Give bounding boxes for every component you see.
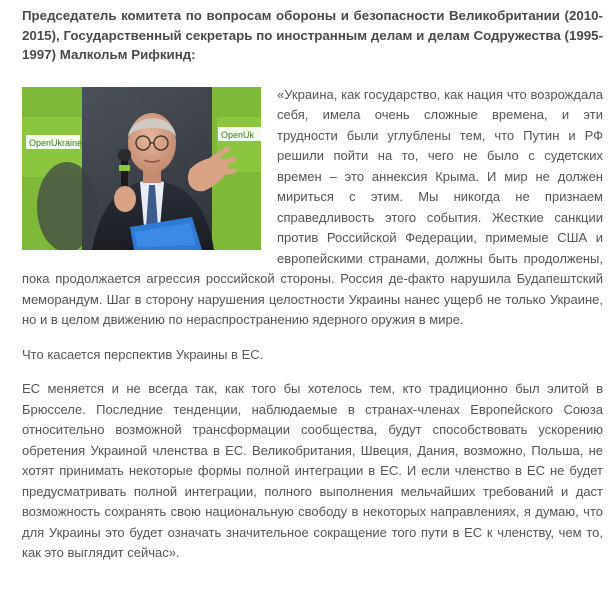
speaker-heading: Председатель комитета по вопросам обороны и безопасности Великобритании (2010-2015), Государственный секретарь по иностранным делам и делам Содружества (1995-1997) Малкольм Рифкинд: — [22, 8, 603, 62]
banner-text-left: OpenUkraine — [29, 137, 83, 148]
speaker-photo — [22, 87, 261, 250]
banner-text-right: OpenUk — [221, 129, 255, 140]
quote-paragraph-1: «Украина, как государство, как нация что возрождала себя, имела очень сложные времена, и эти трудности были углублены тем, что Путин и РФ решили пойти на то, чего не было с судетских времен – это аннексия Крыма. И мир не должен мириться с этим. Мы никогда не признаем справедливость этого события. Жесткие санкции против Российской Федерации, примемые США и европейскими странами, должны быть продолжены, пока продолжается агрессия российской стороны. Россия де-факто нарушила Будапештский меморандум. Шаг в сторону нарушения целостности Украины нанес ущерб не только Украине, но и в целом движению по нераспространению ядерного оружия в мире. — [22, 86, 603, 327]
quote-paragraph-3: ЕС меняется и не всегда так, как того бы хотелось тем, кто традиционно был элитой в Брюсселе. Последние тенденции, наблюдаемые в странах-членах Европейского Союза относительно возможной трансформации сообщества, будут способствовать ускорению обретения Украиной членства в ЕС. Великобритания, Швеция, Дания, возможно, Польша, не хотят принимать некоторые формы полной интеграции в ЕС. И если членство в ЕС не будет предусматривать полной интеграции, полного выполнения мельчайших требований и даст возможность сохранять свою национальную свободу в некоторых направлениях, я думаю, что для Украины это будет означать значительное сокращение того пути в ЕС к членству, чем то, как это выглядит сейчас». — [22, 381, 603, 560]
article-body — [22, 85, 603, 564]
quote-paragraph-2: Что касается перспектив Украины в ЕС. — [22, 346, 264, 362]
